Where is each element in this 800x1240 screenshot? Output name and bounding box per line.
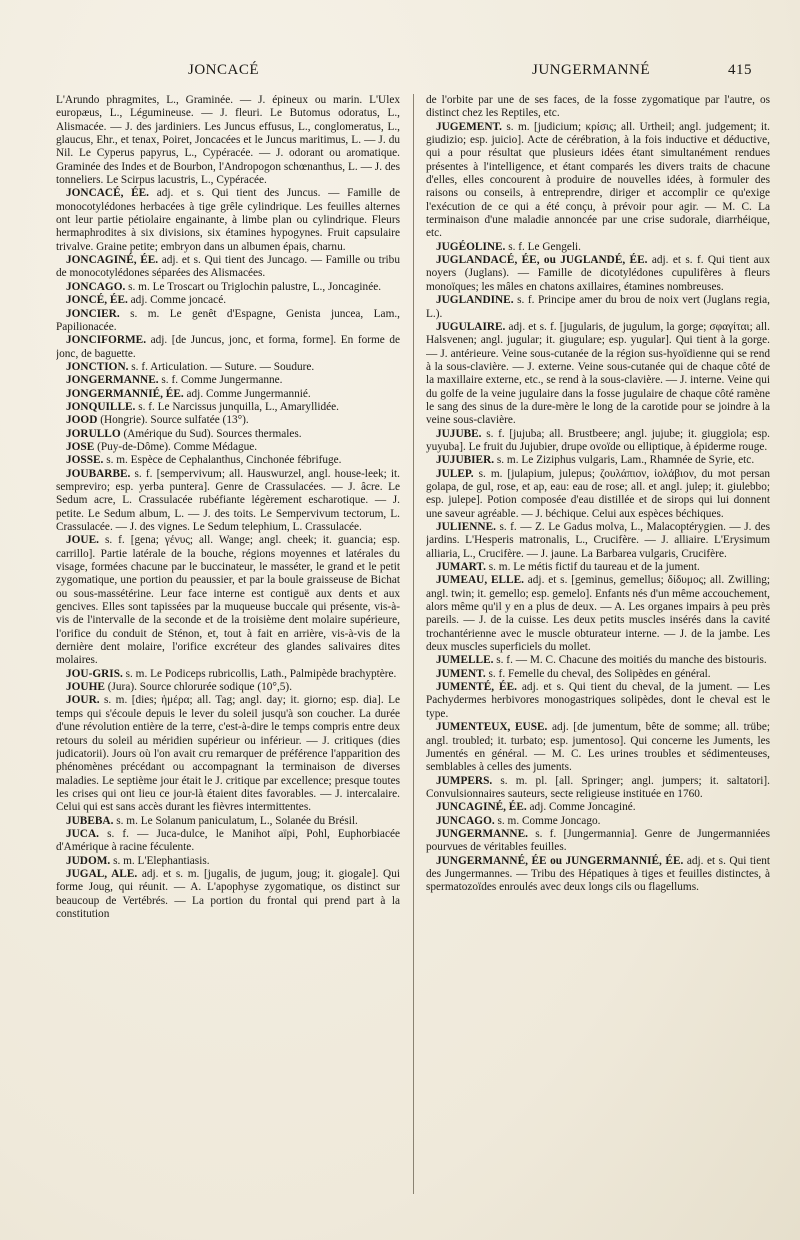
entry-definition: s. f. Le Gengeli. [508,240,581,253]
dictionary-entry [426,668,770,681]
dictionary-entry [56,281,400,294]
entry-definition: adj. et s. f. Qui tient aux noyers (Juglans). — Famille de dicotylédones cupulifères à fleurs monoïques; les mâles en chatons axillaires, étamines nombreuses. [426,254,770,293]
entry-headword: JUBEBA. [66,814,114,827]
entry-definition: adj. Comme joncacé. [130,294,227,307]
entry-definition: (Amérique du Sud). Sources thermales. [123,427,302,440]
dictionary-entry [426,681,770,721]
dictionary-entry [56,855,400,868]
entry-definition: (Puy-de-Dôme). Comme Médague. [97,440,258,453]
entry-headword: JUJUBIER. [436,454,495,467]
entry-headword: JOUE. [66,534,99,547]
entry-headword: JUMPERS. [436,774,493,787]
entry-headword: JUMENT. [436,667,486,680]
entry-definition: adj. Comme Jungermannié. [186,387,311,400]
entry-definition: s. f. Principe amer du brou de noix vert (Juglans regia, L.). [426,294,770,320]
entry-definition: s. f. Le Narcissus junquilla, L., Amaryllidée. [138,400,339,413]
dictionary-entry [426,561,770,574]
dictionary-entry [56,308,400,335]
entry-headword: JONCIFORME. [66,334,147,347]
entry-definition: s. f. — Z. Le Gadus molva, L., Malacoptérygien. — J. des jardins. L'Hesperis matronalis, L., Crucifère. — J. alliaire. L'Erysimum alliaria, L., Crucifère. — J. jaune. La Barbarea vulgaris, Crucifère. [426,521,770,560]
entry-definition: s. m. [judicium; κρίσις; all. Urtheil; angl. judgement; it. giudizio; esp. juicio]. Acte de cérébration, à la fois inductive et déductive, qui a pour résultat que plusieurs idées étant simultanément rendues présentes à l'intelligence, et étant comparés les divers traits de chacune d'elles, elles concourent à produire de nouvelles idées, à formuler des raisons ou conseils, à entreprendre, diriger et accomplir ce qu'exige l'exécution de ce qui a été conçu, à prévoir pour agir. — M. C. La terminaison d'une maladie annoncée par une crise sudorale, diarrhéique, etc. [426,120,770,240]
dictionary-entry [56,374,400,387]
dictionary-entry [426,454,770,467]
dictionary-entry [56,414,400,427]
entry-headword: JONCTION. [66,360,129,373]
dictionary-entry [56,401,400,414]
entry-definition: s. m. Le métis fictif du taureau et de la jument. [488,561,700,574]
entry-definition: s. m. Le Podiceps rubricollis, Lath., Palmipède brachyptère. [125,667,397,680]
dictionary-entry [426,241,770,254]
entry-headword: JUGÉOLINE. [436,240,506,253]
entry-headword: JUNGERMANNE. [436,827,528,840]
dictionary-entry [426,121,770,241]
entry-definition: s. m. L'Elephantiasis. [113,854,210,867]
entry-definition: adj. et s. [geminus, gemellus; δίδυμος; all. Zwilling; angl. twin; it. gemello; esp. gemelo]. Enfants nés d'un même accouchement, alors même qu'il y en a plus de deux. — A. Les organes impairs à peu près pareils. — J. de la cuisse. Les deux petits muscles insérés dans la cavité trochantérienne avec le muscle obturateur interne. — J. de la jambe. Les deux muscles superficiels du mollet. [426,574,770,654]
dictionary-entry [426,855,770,895]
dictionary-entry [56,361,400,374]
entry-headword: JUMEAU, ELLE. [436,574,524,587]
entry-headword: JONGERMANNE. [66,374,159,387]
dictionary-entry [426,815,770,828]
entry-definition: L'Arundo phragmites, L., Graminée. — J. épineux ou marin. L'Ulex europæus, L., Légumineuse. — J. fleuri. Le Butomus odoratus, L., Alismacée. — J. des jardiniers. Les Juncus effusus, L., conglomeratus, L., glaucus, Ehr., et tenax, Poiret, Joncacées et le Juncus maritimus, L. — J. du Nil. Le Cyperus papyrus, L., Cypéracée. — J. odorant ou aromatique. Graminée des Indes et de Bourbon, l'Andropogon schœnanthus, L. — J. des tonneliers. Le Scirpus lacustris, L., Cypéracée. [56,94,400,187]
entry-definition: s. m. [julapium, julepus; ζουλάπιον, ἰολάβιον, du mot persan golapa, de gul, rose, et ap, eau: eau de rose; all. et angl. julep; it. giulebbo; esp. julepe]. Potion composée d'eau distillée et de sirops qui lui donnent une saveur agréable. — J. béchique. Celui aux espèces béchiques. [426,467,770,520]
entry-headword: JONCACÉ, ÉE. [66,187,150,200]
dictionary-entry [56,388,400,401]
dictionary-entry [56,441,400,454]
entry-headword: JOOD [66,414,98,427]
entry-definition: de l'orbite par une de ses faces, de la fosse zygomatique par l'autre, os distinct chez les Reptiles, etc. [426,94,770,120]
entry-definition: adj. Comme Joncaginé. [529,801,636,814]
entry-headword: JOU-GRIS. [66,667,123,680]
entry-headword: JUGULAIRE. [436,320,506,333]
dictionary-entry [426,428,770,455]
entry-definition: s. m. Le genêt d'Espagne, Genista juncea, Lam., Papilionacée. [56,307,400,333]
right-column [426,94,770,1204]
entry-headword: JUGLANDACÉ, ÉE, ou JUGLANDÉ, ÉE. [436,254,648,267]
entry-headword: JOSSE. [66,454,104,467]
dictionary-entry [56,187,400,254]
dictionary-entry [56,868,400,921]
entry-definition: (Jura). Source chlorurée sodique (10°,5). [107,681,293,694]
entry-definition: adj. et s. m. [jugalis, de jugum, joug; it. giogale]. Qui forme Joug, qui réunit. — A. L'apophyse zygomatique, os distinct sur beaucoup de Vertébrés. — La portion du frontal qui prend part à la constitution [56,867,400,920]
dictionary-entry [56,468,400,535]
entry-definition: adj. et s. Qui tient des Jungermannes. — Tribu des Hépatiques à tiges et feuilles distinctes, à spermatozoïdes enroulés avec deux longs cils ou flagellums. [426,854,770,894]
entry-definition: s. m. Le Ziziphus vulgaris, Lam., Rhamnée de Syrie, etc. [496,454,755,467]
dictionary-entry [426,94,770,121]
entry-headword: JONQUILLE. [66,400,136,413]
entry-headword: JUNCAGO. [436,814,495,827]
entry-headword: JUDOM. [66,854,111,867]
dictionary-entry [426,654,770,667]
entry-headword: JONCAGO. [66,280,126,293]
dictionary-entry [426,294,770,321]
entry-definition: s. m. Espèce de Cephalanthus, Cinchonée fébrifuge. [106,454,342,467]
dictionary-entry [426,721,770,774]
entry-definition: adj. [de jumentum, bête de somme; all. trübe; angl. troubled; it. turbato; esp. jumentoso]. Qui concerne les Juments, les Jumentés en général. — M. C. Les urines troubles et sédimenteuses, semblables à celles des juments. [426,721,770,774]
dictionary-entry [56,94,400,187]
entry-definition: s. m. pl. [all. Springer; angl. jumpers; it. saltatori]. Convulsionnaires sauteurs, secte religieuse instituée en 1760. [426,774,770,800]
entry-headword: JUGEMENT. [436,120,503,133]
dictionary-entry [56,815,400,828]
entry-definition: adj. et s. Qui tient des Juncago. — Famille ou tribu de monocotylédones séparées des Alismacées. [56,254,400,280]
entry-headword: JONCÉ, ÉE. [66,294,128,307]
entry-definition: adj. et s. Qui tient des Juncus. — Famille de monocotylédones herbacées à tige grêle cylindrique. Les feuilles alternes ont leur partie pétiolaire engainante, à limbe plan ou cylindrique. Fleurs hermaphrodites à six divisions, six étamines hypogynes. Fruit capsulaire trivalve. Graine petite; embryon dans un albumen épais, charnu. [56,187,400,253]
text-columns [56,94,770,1214]
dictionary-entry [56,694,400,814]
entry-definition: adj. et s. f. [jugularis, de jugulum, la gorge; σφαγίται; all. Halsvenen; angl. jugular; it. giugulare; esp. yugular]. Qui tient à la gorge. — J. antérieure. Veine sous-cutanée de la région sus-hyoïdienne qui se rend à la sous-clavière. — J. externe. Veine sous-cutanée qui de chaque côté de la maxillaire externe, etc., se rend à la sous-clavière. — J. interne. Veine qui du golfe de la veine jugulaire dans la fosse jugulaire de chaque côté ramène le sang des sinus de la dure-mère le long de la carotide pour se joindre à la veine sous-clavière. [426,320,770,427]
entry-definition: s. m. Comme Joncago. [497,814,601,827]
entry-headword: JULIENNE. [436,521,496,533]
dictionary-entry [426,468,770,521]
entry-definition: s. f. [gena; γένυς; all. Wange; angl. cheek; it. guancia; esp. carrillo]. Partie latérale de la bouche, régions moyennes et latérales du visage, formées chacune par le buccinateur, le masséter, le grand et le petit zygomatique, une portion du peaussier, et par la boule graisseuse de Bichat ou sous-massétérine. Leur face interne est contiguë aux dents et aux gencives. Elles sont tapissées par la muqueuse buccale qui présente, vis-à-vis de l'intervalle de la seconde et de la troisième dent molaire supérieure, l'orifice du conduit de Sténon, et, tout à fait en arrière, vis-à-vis de la dernière dent molaire, l'orifice excréteur des glandes salivaires dites molaires. [56,534,400,667]
entry-definition: s. f. Comme Jungermanne. [161,374,283,387]
entry-headword: JUJUBE. [436,427,482,440]
dictionary-entry [56,334,400,361]
dictionary-entry [426,828,770,855]
entry-headword: JUNCAGINÉ, ÉE. [436,801,527,814]
entry-headword: JUMART. [436,561,486,574]
dictionary-entry [56,668,400,681]
entry-definition: (Hongrie). Source sulfatée (13°). [100,414,249,427]
entry-headword: JUCA. [66,827,99,840]
header-right-word: JUNGERMANNÉ [532,62,650,78]
dictionary-entry [56,828,400,855]
entry-headword: JUNGERMANNÉ, ÉE ou JUNGERMANNIÉ, ÉE. [436,854,684,867]
dictionary-entry [56,254,400,281]
dictionary-entry [426,521,770,561]
entry-definition: s. f. — M. C. Chacune des moitiés du manche des bistouris. [496,654,767,667]
dictionary-entry [56,454,400,467]
dictionary-entry [426,801,770,814]
entry-definition: s. f. [jujuba; all. Brustbeere; angl. jujube; it. giuggiola; esp. yuyuba]. Le fruit du Jujubier, drupe ovoïde ou elliptique, à épiderme rouge. [426,427,770,453]
entry-headword: JOUBARBE. [66,467,131,480]
entry-definition: s. f. — Juca-dulce, le Manihot aïpi, Pohl, Euphorbiacée d'Amérique à racine féculente. [56,827,400,854]
entry-headword: JONCIER. [66,307,120,320]
page-number: 415 [728,62,752,78]
entry-definition: s. f. [sempervivum; all. Hauswurzel, angl. house-leek; it. sempreviro; esp. yerba puntera]. Genre de Crassulacées. — J. âcre. Le Sedum acre, L. Crassulacée rubéfiante légèrement escharotique. — J. petite. Le Sedum album, L. — J. des toits. Le Sempervivum tectorum, L. Crassulacée. — J. des vignes. Le Sedum telephium, L. Crassulacée. [56,467,400,533]
dictionary-entry [426,574,770,654]
entry-definition: adj. et s. Qui tient du cheval, de la jument. — Les Pachydermes herbivores monogastriques solipèdes, dont le cheval est le type. [426,681,770,720]
entry-headword: JOUHE [66,681,105,694]
dictionary-entry [426,775,770,802]
entry-headword: JUMENTEUX, EUSE. [436,721,548,734]
column-divider [413,94,414,1194]
dictionary-entry [56,428,400,441]
entry-headword: JONGERMANNIÉ, ÉE. [66,387,184,400]
dictionary-entry [426,254,770,294]
entry-definition: s. f. [Jungermannia]. Genre de Jungermanniées pourvues de véritables feuilles. [426,827,770,854]
dictionary-entry [56,294,400,307]
left-column [56,94,400,1204]
entry-definition: s. f. Articulation. — Suture. — Soudure. [131,360,315,373]
entry-definition: s. m. Le Solanum paniculatum, L., Solanée du Brésil. [116,814,358,827]
entry-headword: JORULLO [66,427,121,440]
dictionary-entry [56,681,400,694]
entry-headword: JUGAL, ALE. [66,867,138,880]
running-head [56,62,770,82]
entry-headword: JUMELLE. [436,654,494,667]
entry-headword: JOUR. [66,694,100,707]
entry-headword: JUMENTÉ, ÉE. [436,681,517,694]
entry-headword: JULEP. [436,467,474,480]
dictionary-entry [56,534,400,667]
entry-headword: JUGLANDINE. [436,294,514,307]
entry-definition: s. f. Femelle du cheval, des Solipèdes en général. [488,667,711,680]
entry-headword: JONCAGINÉ, ÉE. [66,254,159,267]
entry-headword: JOSE [66,440,95,453]
dictionary-entry [426,321,770,428]
header-left-word: JONCACÉ [188,62,260,78]
entry-definition: s. m. Le Troscart ou Triglochin palustre, L., Joncaginée. [128,280,382,293]
entry-definition: s. m. [dies; ἡμέρα; all. Tag; angl. day; it. giorno; esp. dia]. Le temps qui s'écoule depuis le lever du soleil jusqu'à son coucher. La durée d'une révolution entière de la terre, c'est-à-dire le temps compris entre deux retours du soleil au méridien supérieur ou inférieur. — J. critiques (dies judicatorii). Jours où l'on avait cru remarquer de préférence l'apparition des phénomènes précédant ou accompagnant la terminaison de diverses maladies. Le septième jour était le J. critique par excellence; presque toutes les crises qui ont lieu ce jour-là étaient dites favorables. — J. intercalaire. Celui qui est sans accès durant les fièvres intermittentes. [56,694,400,814]
entry-definition: adj. [de Juncus, jonc, et forma, forme]. En forme de jonc, de baguette. [56,334,400,360]
